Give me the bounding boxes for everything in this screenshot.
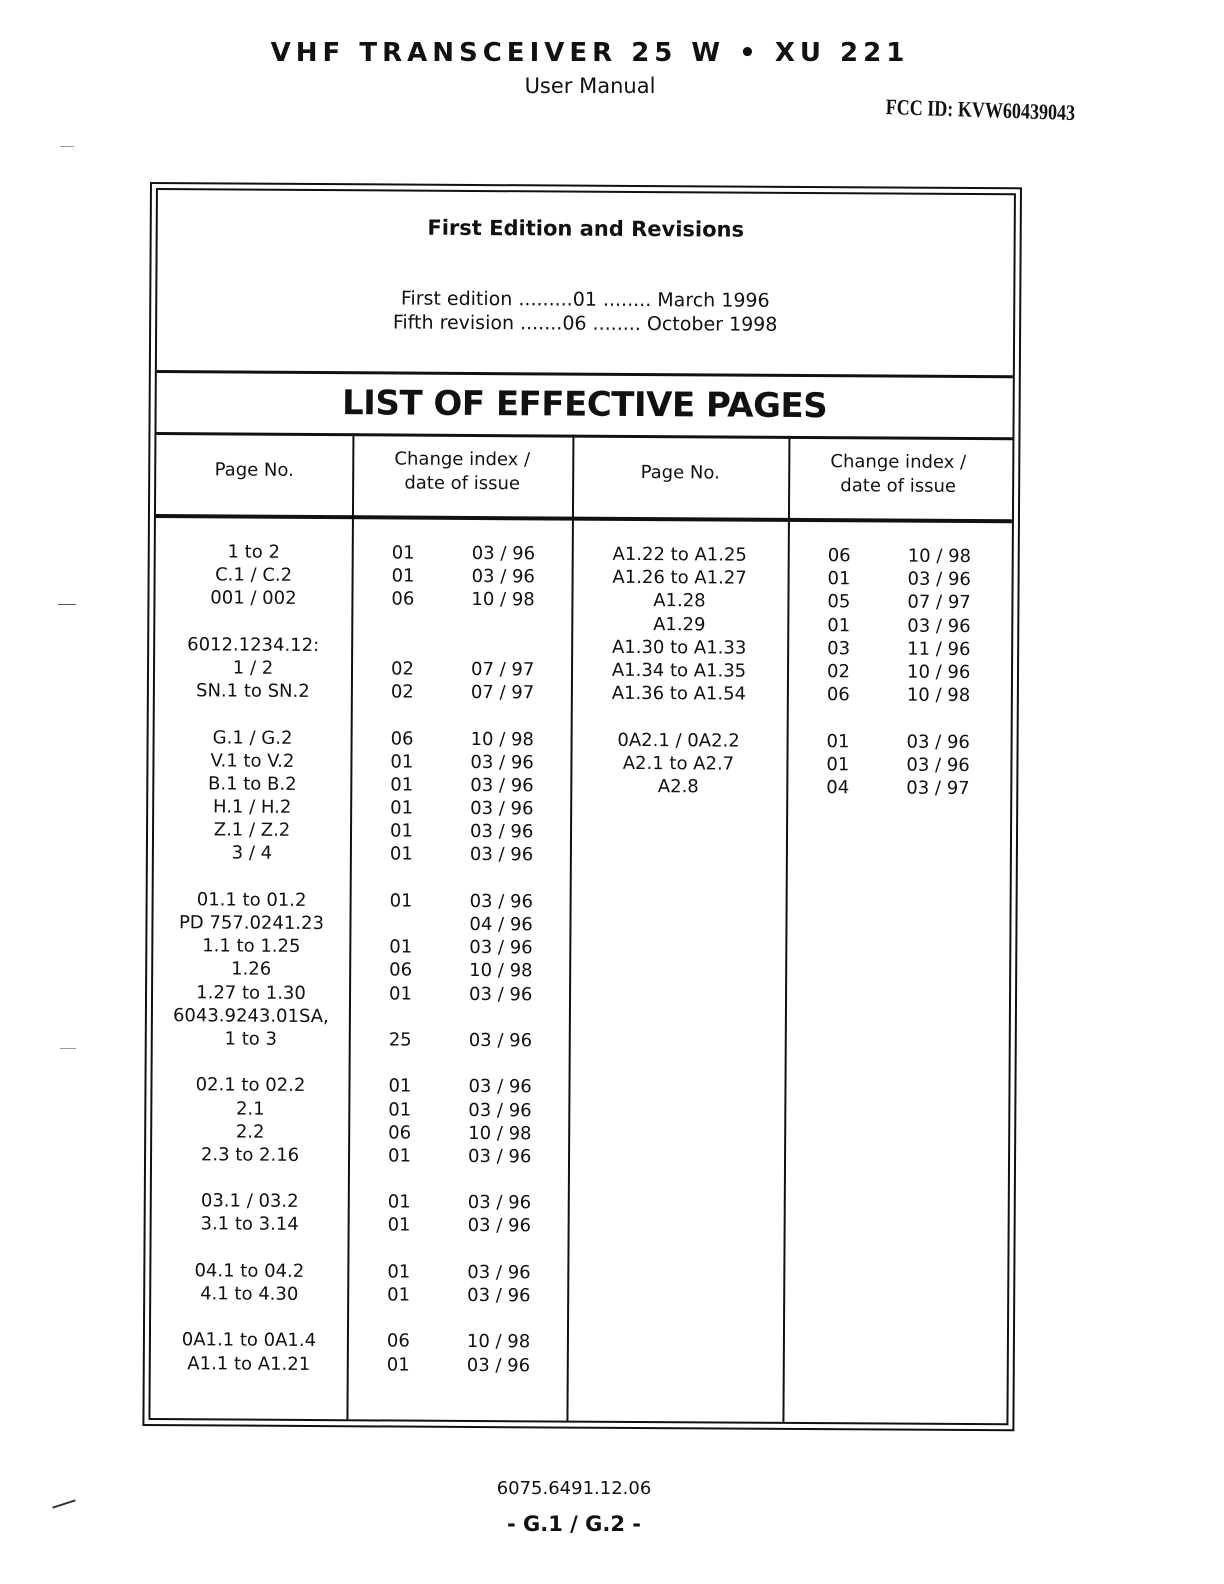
change-index-cell: 01 <box>826 730 850 752</box>
issue-date-cell: 03 / 96 <box>906 731 970 753</box>
margin-mark <box>60 1048 76 1049</box>
change-index-cell: 05 <box>827 591 851 613</box>
page-number-cell: SN.1 to SN.2 <box>195 680 310 703</box>
page-number-cell: C.1 / C.2 <box>215 564 293 587</box>
page-number-cell: 6012.1234.12: <box>187 633 320 656</box>
change-index-cell: 01 <box>390 774 414 796</box>
issue-date-cell: 03 / 96 <box>467 1145 532 1168</box>
right-date-column <box>906 545 998 801</box>
change-index-cell <box>389 1005 439 1028</box>
page-number-cell: 01.1 to 01.2 <box>196 889 307 911</box>
issue-date-cell <box>469 1006 559 1030</box>
issue-date-cell: 10 / 98 <box>906 684 971 707</box>
page-number-cell <box>152 1166 348 1190</box>
change-index-cell: 01 <box>390 797 414 819</box>
page-number-cell: 6043.9243.01SA, <box>172 1004 329 1027</box>
editions-heading: First Edition and Revisions <box>427 215 745 242</box>
page-number-cell: A1.28 <box>653 590 706 612</box>
document-title: VHF TRANSCEIVER 25 W • XU 221 <box>270 38 910 68</box>
left-page-column <box>151 540 352 1376</box>
issue-date-cell: 03 / 97 <box>906 777 970 799</box>
page-number-cell: A2.8 <box>657 775 699 798</box>
change-index-cell: 06 <box>391 588 415 610</box>
issue-date-cell: 11 / 96 <box>907 638 971 660</box>
list-title: LIST OF EFFECTIVE PAGES <box>341 383 828 427</box>
change-index-cell: 01 <box>827 568 851 590</box>
change-index-cell <box>391 634 441 657</box>
col-header-change-line1: Change index / <box>830 451 967 473</box>
issue-date-cell: 07 / 97 <box>470 682 535 704</box>
col-header-change-line2: date of issue <box>840 475 957 497</box>
col-header-change-right <box>788 450 1008 499</box>
page-number-cell: 1 to 3 <box>224 1028 278 1050</box>
change-index-cell: 25 <box>388 1029 412 1051</box>
page-number-cell: 3.1 to 3.14 <box>200 1213 299 1236</box>
change-index-cell: 02 <box>390 658 415 680</box>
effective-pages-frame <box>142 182 1022 1431</box>
left-index-column <box>387 541 442 1376</box>
issue-date-cell: 07 / 97 <box>470 658 535 681</box>
issue-date-cell: 03 / 96 <box>466 1354 531 1376</box>
page-number-cell: 0A1.1 to 0A1.4 <box>181 1329 317 1352</box>
change-index-cell: 01 <box>387 1261 411 1283</box>
change-index-cell: 01 <box>389 890 413 912</box>
issue-date-cell: 03 / 96 <box>468 983 533 1005</box>
change-index-cell: 01 <box>389 936 413 958</box>
divider <box>157 370 1013 378</box>
issue-date-cell: 10 / 98 <box>466 1331 531 1353</box>
issue-date-cell: 03 / 96 <box>468 1029 533 1052</box>
issue-date-cell <box>467 1238 557 1262</box>
change-index-cell: 01 <box>387 1145 412 1167</box>
change-index-cell: 03 <box>827 637 851 660</box>
issue-date-cell: 03 / 96 <box>907 615 971 637</box>
col-header-page-left: Page No. <box>214 459 294 481</box>
issue-date-cell: 07 / 97 <box>907 592 971 614</box>
change-index-cell: 02 <box>826 661 850 683</box>
change-index-cell <box>389 1052 439 1075</box>
issue-date-cell <box>907 707 997 731</box>
change-index-cell: 01 <box>389 843 413 866</box>
change-index-cell <box>387 1237 437 1260</box>
page-number-cell: 4.1 to 4.30 <box>200 1283 299 1305</box>
issue-date-cell: 03 / 96 <box>906 754 970 776</box>
issue-date-cell <box>467 1307 557 1331</box>
change-index-cell: 06 <box>389 959 413 981</box>
issue-date-cell: 03 / 96 <box>467 1261 531 1284</box>
change-index-cell: 06 <box>826 684 850 706</box>
page-number-cell: Z.1 / Z.2 <box>213 819 291 842</box>
page-number-cell: 1 to 2 <box>227 541 281 563</box>
margin-mark <box>52 1499 75 1508</box>
page-number-cell: A1.22 to A1.25 <box>612 543 747 566</box>
change-index-cell <box>391 704 441 727</box>
col-header-page-right: Page No. <box>640 462 720 484</box>
issue-date-cell <box>468 1168 558 1192</box>
page-number-cell: A1.26 to A1.27 <box>612 567 747 589</box>
change-index-cell: 06 <box>388 1122 412 1144</box>
issue-date-cell <box>471 635 561 659</box>
change-index-cell: 01 <box>387 1284 411 1306</box>
issue-date-cell: 10 / 98 <box>469 960 533 982</box>
page-number-cell: G.1 / G.2 <box>212 726 293 749</box>
change-index-cell: 01 <box>827 614 851 636</box>
change-index-cell: 01 <box>388 1098 412 1121</box>
page-number-cell: A1.36 to A1.54 <box>611 682 747 705</box>
issue-date-cell: 10 / 98 <box>907 545 972 568</box>
page-number-cell <box>151 1305 347 1329</box>
page-number-cell: 001 / 002 <box>210 587 297 610</box>
issue-date-cell: 10 / 96 <box>906 661 971 683</box>
page-number-cell: 2.2 <box>235 1121 265 1143</box>
issue-date-cell: 03 / 96 <box>468 1076 532 1098</box>
page-number-cell: A1.29 <box>653 613 706 635</box>
issue-date-cell: 03 / 96 <box>469 844 534 866</box>
page-number-cell: A2.1 to A2.7 <box>622 752 735 775</box>
page-number-cell: H.1 / H.2 <box>212 796 292 818</box>
change-index-cell <box>390 866 440 889</box>
issue-date-cell: 03 / 96 <box>471 566 535 588</box>
page-number-cell: PD 757.0241.23 <box>178 912 325 935</box>
divider <box>156 432 1012 440</box>
page-number-cell: A1.34 to A1.35 <box>611 659 747 682</box>
page-number-cell: A1.30 to A1.33 <box>611 636 747 659</box>
change-index-cell: 01 <box>388 1075 412 1097</box>
first-edition-line: First edition .........01 ........ March 1996 <box>400 287 770 312</box>
page-number-cell: 03.1 / 03.2 <box>200 1190 299 1213</box>
issue-date-cell <box>469 1052 559 1076</box>
page-number-cell: 04.1 to 04.2 <box>194 1260 305 1282</box>
page-number-cell: 3 / 4 <box>231 842 273 865</box>
change-index-cell <box>827 706 877 729</box>
change-index-cell: 01 <box>390 751 414 773</box>
document-subtitle: User Manual <box>524 74 656 98</box>
issue-date-cell: 03 / 96 <box>470 774 534 797</box>
issue-date-cell: 03 / 96 <box>469 890 534 913</box>
page-number-cell: 1.27 to 1.30 <box>196 981 306 1004</box>
left-date-column <box>467 542 562 1377</box>
change-index-cell: 01 <box>387 1191 411 1213</box>
issue-date-cell: 10 / 98 <box>470 728 534 750</box>
page-number-cell <box>154 865 350 889</box>
page-number-cell <box>153 1050 349 1074</box>
col-header-change-left <box>352 447 572 496</box>
change-index-cell: 01 <box>386 1354 410 1376</box>
change-index-cell <box>387 1307 437 1330</box>
right-page-column <box>570 543 788 799</box>
col-header-change-line2: date of issue <box>404 472 521 495</box>
issue-date-cell: 03 / 96 <box>467 1215 532 1237</box>
issue-date-cell: 03 / 96 <box>469 821 534 843</box>
page-number-cell: A1.1 to A1.21 <box>187 1352 311 1375</box>
change-index-cell: 06 <box>386 1330 410 1352</box>
issue-date-cell: 03 / 96 <box>471 542 536 565</box>
change-index-cell: 01 <box>387 1214 411 1237</box>
change-index-cell <box>389 912 439 935</box>
page-number-cell: B.1 to B.2 <box>207 773 297 795</box>
issue-date-cell: 03 / 96 <box>470 798 534 820</box>
header-divider <box>156 514 1012 523</box>
page-number-cell: 2.1 <box>235 1098 265 1120</box>
issue-date-cell <box>471 704 561 728</box>
margin-mark <box>58 604 76 605</box>
page-number-cell <box>151 1236 347 1260</box>
fcc-id-stamp: FCC ID: KVW60439043 <box>885 94 1076 126</box>
change-index-cell: 01 <box>389 820 414 842</box>
right-index-column <box>826 544 878 799</box>
page-number-cell: 0A2.1 / 0A2.2 <box>617 729 740 752</box>
margin-mark <box>60 146 74 147</box>
document-number: 6075.6491.12.06 <box>496 1478 652 1499</box>
issue-date-cell <box>471 612 561 636</box>
page-number-cell <box>571 705 787 730</box>
issue-date-cell <box>470 867 560 891</box>
issue-date-cell: 03 / 96 <box>468 1099 532 1121</box>
issue-date-cell: 10 / 98 <box>471 589 535 611</box>
page-number-cell: 02.1 to 02.2 <box>195 1074 306 1097</box>
issue-date-cell: 03 / 96 <box>467 1284 531 1307</box>
page-number-cell: V.1 to V.2 <box>210 750 295 772</box>
page-number-cell: 1 / 2 <box>232 657 274 679</box>
page-number-cell <box>155 702 351 726</box>
change-index-cell: 06 <box>390 727 414 750</box>
change-index-cell: 01 <box>388 983 413 1005</box>
page-number-cell <box>155 610 351 634</box>
col-header-change-line1: Change index / <box>394 448 531 471</box>
effective-pages-table <box>148 188 1016 1425</box>
issue-date-cell: 03 / 96 <box>907 568 971 591</box>
change-index-cell: 02 <box>390 681 414 703</box>
change-index-cell: 01 <box>826 753 850 775</box>
issue-date-cell: 03 / 96 <box>469 937 533 959</box>
page-number-cell: 1.26 <box>231 958 272 981</box>
issue-date-cell: 04 / 96 <box>469 913 533 936</box>
change-index-cell: 06 <box>827 545 851 567</box>
issue-date-cell: 03 / 96 <box>470 751 534 774</box>
change-index-cell: 01 <box>391 542 415 564</box>
issue-date-cell: 03 / 96 <box>467 1192 532 1214</box>
issue-date-cell: 10 / 98 <box>468 1122 532 1145</box>
page-number-cell: 1.1 to 1.25 <box>202 935 301 958</box>
change-index-cell <box>388 1168 438 1191</box>
change-index-cell: 01 <box>391 565 415 587</box>
change-index-cell <box>391 611 441 634</box>
change-index-cell: 04 <box>826 777 850 799</box>
page-number-cell: 2.3 to 2.16 <box>200 1144 300 1166</box>
page-number: - G.1 / G.2 - <box>507 1512 641 1536</box>
fifth-revision-line: Fifth revision .......06 ........ October 1998 <box>392 311 778 336</box>
